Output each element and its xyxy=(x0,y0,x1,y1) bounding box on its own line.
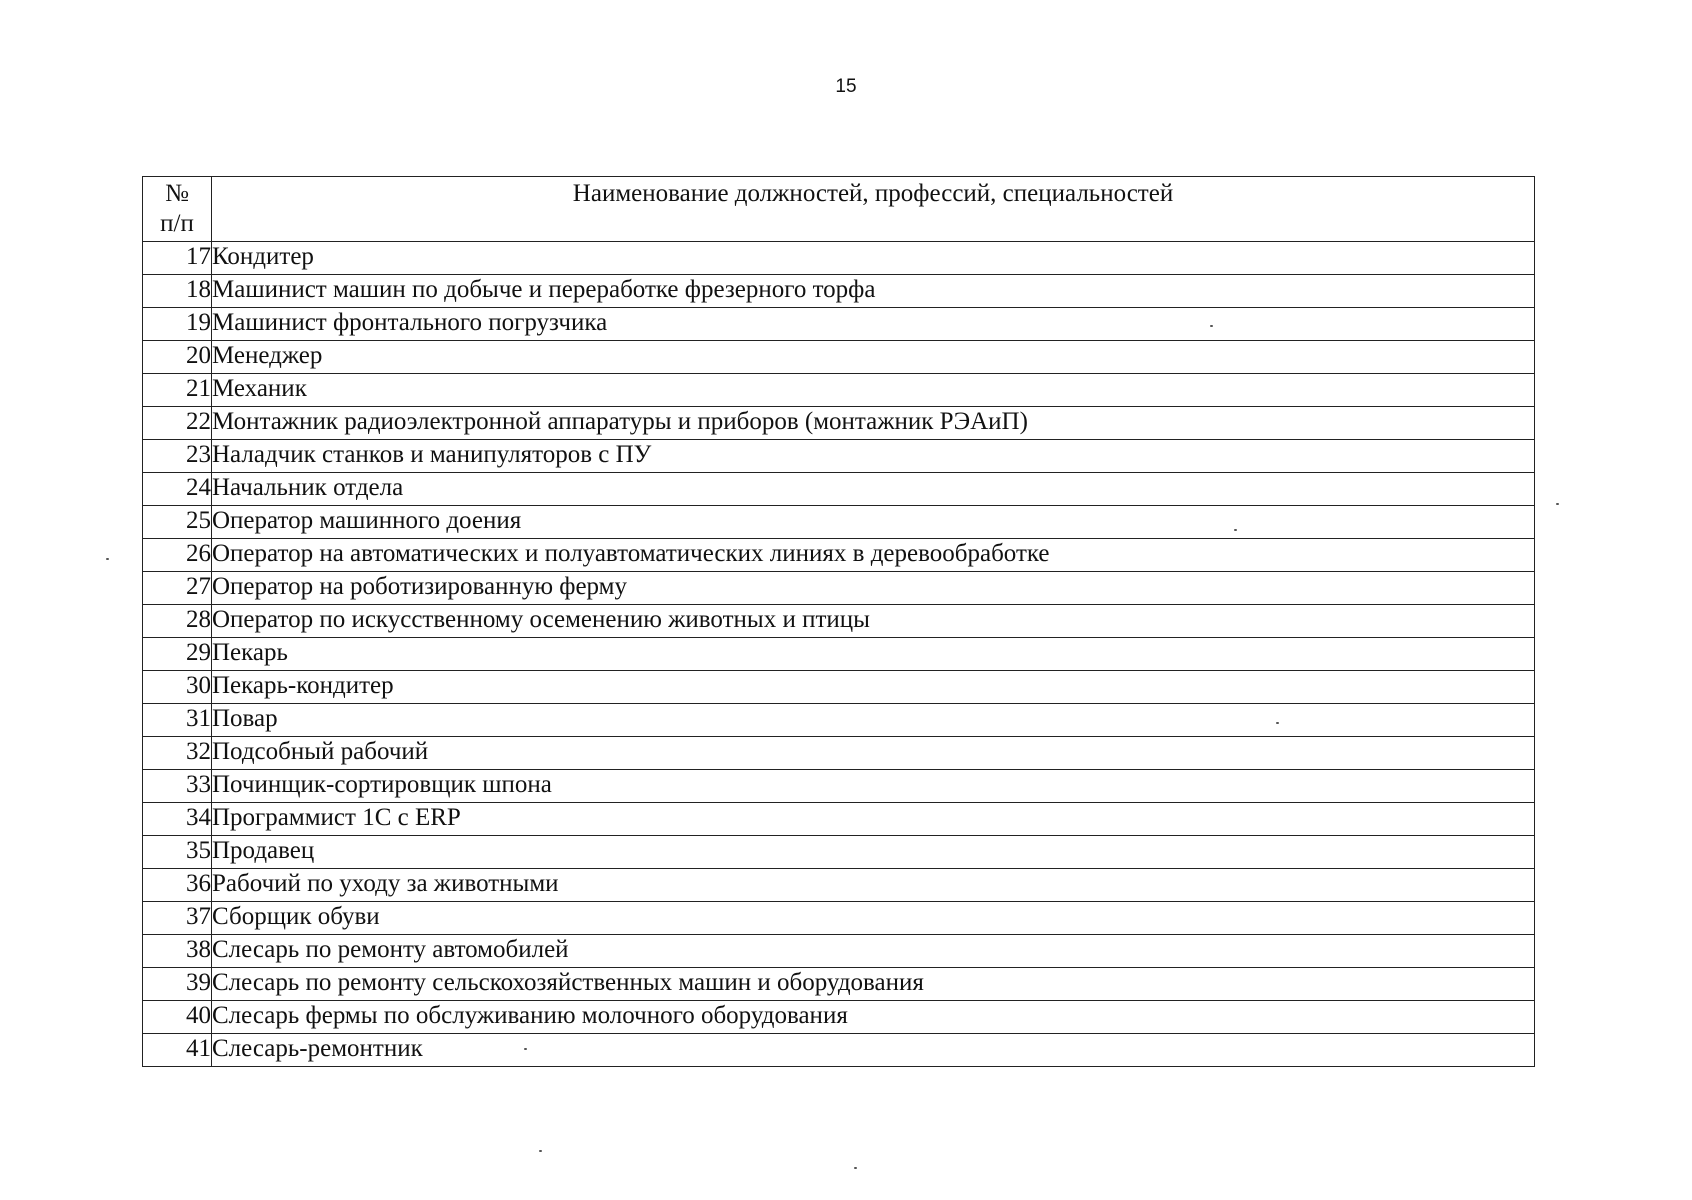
position-name: Программист 1С с ERP xyxy=(212,803,1535,836)
row-number: 19 xyxy=(143,308,212,341)
row-number: 25 xyxy=(143,506,212,539)
scan-speck xyxy=(1276,722,1279,724)
position-name: Продавец xyxy=(212,836,1535,869)
row-number: 35 xyxy=(143,836,212,869)
row-number: 41 xyxy=(143,1034,212,1067)
row-number: 22 xyxy=(143,407,212,440)
positions-table xyxy=(142,176,1535,1067)
row-number: 36 xyxy=(143,869,212,902)
row-number: 33 xyxy=(143,770,212,803)
row-number: 31 xyxy=(143,704,212,737)
position-name: Пекарь-кондитер xyxy=(212,671,1535,704)
row-number: 26 xyxy=(143,539,212,572)
table-row xyxy=(143,473,1535,506)
row-number: 17 xyxy=(143,242,212,275)
table-row xyxy=(143,1034,1535,1067)
header-row xyxy=(143,177,1535,242)
row-number: 39 xyxy=(143,968,212,1001)
table-row xyxy=(143,935,1535,968)
table-row xyxy=(143,539,1535,572)
table-row xyxy=(143,506,1535,539)
row-number: 30 xyxy=(143,671,212,704)
row-number: 20 xyxy=(143,341,212,374)
table-row xyxy=(143,704,1535,737)
position-name: Менеджер xyxy=(212,341,1535,374)
table-row xyxy=(143,407,1535,440)
position-name: Рабочий по уходу за животными xyxy=(212,869,1535,902)
position-name: Машинист фронтального погрузчика xyxy=(212,308,1535,341)
row-number: 40 xyxy=(143,1001,212,1034)
row-number: 38 xyxy=(143,935,212,968)
row-number: 27 xyxy=(143,572,212,605)
table-header xyxy=(143,177,1535,242)
row-number: 29 xyxy=(143,638,212,671)
scan-speck xyxy=(854,1167,857,1169)
table-body xyxy=(143,242,1535,1067)
table-row xyxy=(143,440,1535,473)
position-name: Повар xyxy=(212,704,1535,737)
row-number: 28 xyxy=(143,605,212,638)
position-name: Слесарь-ремонтник xyxy=(212,1034,1535,1067)
table-row xyxy=(143,968,1535,1001)
table-row xyxy=(143,1001,1535,1034)
number-column-header xyxy=(143,177,212,242)
position-name: Пекарь xyxy=(212,638,1535,671)
scan-speck xyxy=(524,1048,527,1050)
position-name: Оператор на автоматических и полуавтоматических линиях в деревообработке xyxy=(212,539,1535,572)
position-name: Машинист машин по добыче и переработке фрезерного торфа xyxy=(212,275,1535,308)
table-row xyxy=(143,902,1535,935)
table-row xyxy=(143,572,1535,605)
table-row xyxy=(143,638,1535,671)
position-name: Слесарь по ремонту автомобилей xyxy=(212,935,1535,968)
table-row xyxy=(143,242,1535,275)
scan-speck xyxy=(539,1150,542,1152)
row-number: 21 xyxy=(143,374,212,407)
table-row xyxy=(143,341,1535,374)
position-name: Кондитер xyxy=(212,242,1535,275)
table-row xyxy=(143,374,1535,407)
position-name: Наладчик станков и манипуляторов с ПУ xyxy=(212,440,1535,473)
position-name: Монтажник радиоэлектронной аппаратуры и приборов (монтажник РЭАиП) xyxy=(212,407,1535,440)
position-name: Оператор по искусственному осеменению животных и птицы xyxy=(212,605,1535,638)
table-row xyxy=(143,869,1535,902)
position-name: Механик xyxy=(212,374,1535,407)
number-abbrev: п/п xyxy=(160,210,194,237)
table-row xyxy=(143,770,1535,803)
table-row xyxy=(143,605,1535,638)
row-number: 23 xyxy=(143,440,212,473)
position-name: Починщик-сортировщик шпона xyxy=(212,770,1535,803)
position-name: Сборщик обуви xyxy=(212,902,1535,935)
position-name: Слесарь фермы по обслуживанию молочного оборудования xyxy=(212,1001,1535,1034)
table-row xyxy=(143,836,1535,869)
scan-speck xyxy=(1234,529,1237,531)
row-number: 18 xyxy=(143,275,212,308)
scan-speck xyxy=(106,558,109,560)
table-row xyxy=(143,671,1535,704)
position-name: Оператор на роботизированную ферму xyxy=(212,572,1535,605)
position-name: Подсобный рабочий xyxy=(212,737,1535,770)
row-number: 34 xyxy=(143,803,212,836)
scan-speck xyxy=(1556,503,1559,505)
row-number: 37 xyxy=(143,902,212,935)
row-number: 32 xyxy=(143,737,212,770)
number-sign: № xyxy=(165,180,189,207)
scan-speck xyxy=(1210,325,1213,327)
table-row xyxy=(143,275,1535,308)
position-name: Оператор машинного доения xyxy=(212,506,1535,539)
table-row xyxy=(143,803,1535,836)
page-number: 15 xyxy=(835,76,857,97)
table-row xyxy=(143,308,1535,341)
position-name: Слесарь по ремонту сельскохозяйственных машин и оборудования xyxy=(212,968,1535,1001)
position-name: Начальник отдела xyxy=(212,473,1535,506)
name-column-header: Наименование должностей, профессий, специальностей xyxy=(212,177,1535,242)
table-row xyxy=(143,737,1535,770)
row-number: 24 xyxy=(143,473,212,506)
